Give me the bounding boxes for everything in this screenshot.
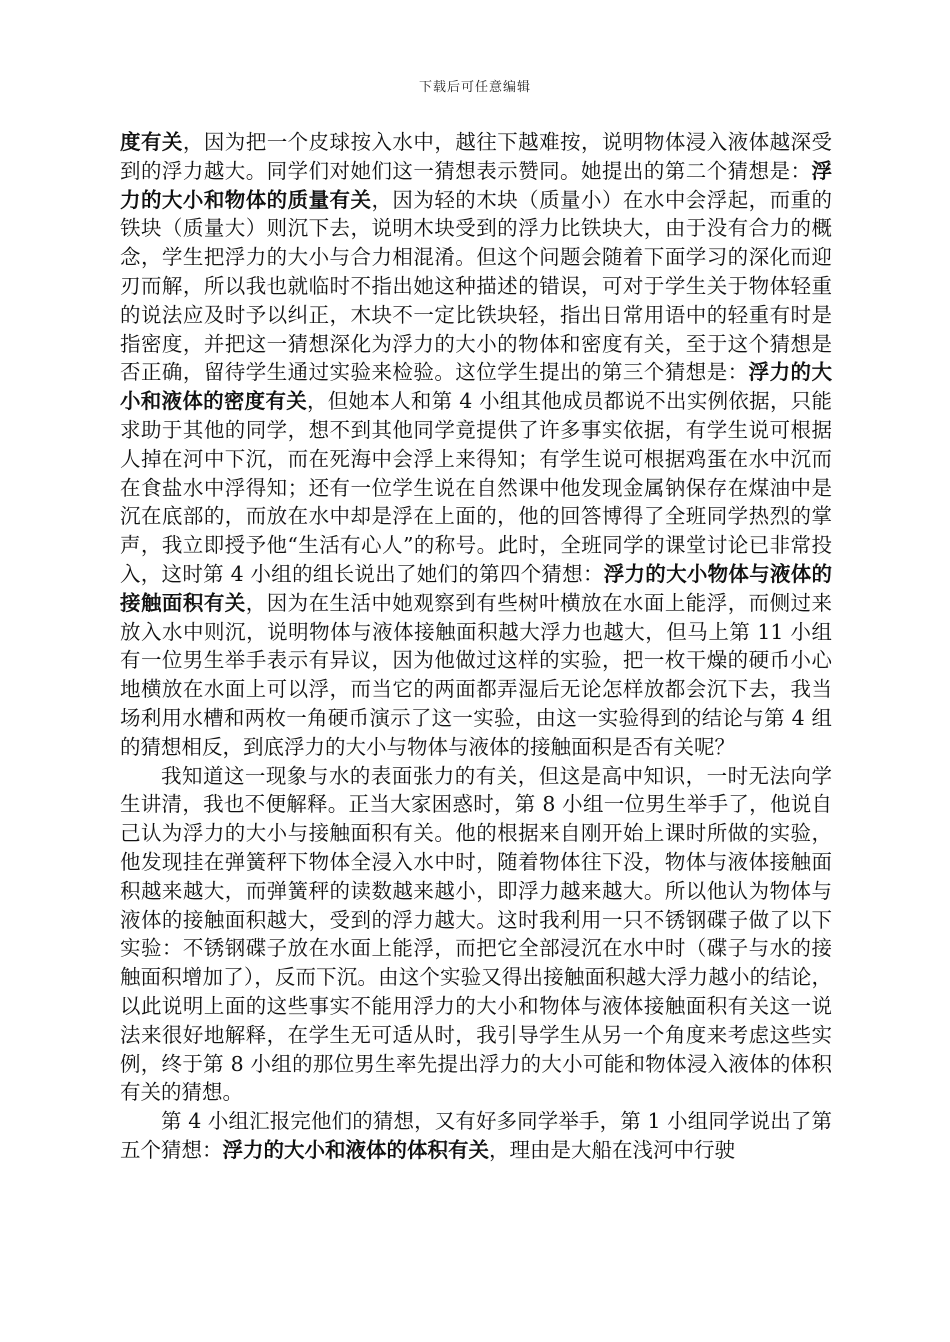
bold-hypothesis-text: 浮力的大小和物体的质量有关 (120, 158, 832, 212)
paragraph (120, 1107, 832, 1165)
paragraph (120, 128, 832, 762)
paragraph-text: 第 4 小组汇报完他们的猜想，又有好多同学举手，第 1 小组同学说出了第五个猜想： (120, 1109, 832, 1162)
paragraph (120, 762, 832, 1108)
page-header: 下载后可任意编辑 (418, 80, 531, 95)
paragraph-text: ，因为在生活中她观察到有些树叶横放在水面上能浮，而侧过来放入水中则沉，说明物体与液体接触面积越大浮力也越大，但马上第 11 小组有一位男生举手表示有异议，因为他做过这样的实验，把一枚干燥的硬币小心地横放在水面上可以浮，而当它的两面都弄湿后无论怎样放都会沉下去，我当场利用水槽和两枚一角硬币演示了这一实验，由这一实验得到的结论与第 4 组的猜想相反，到底浮力的大小与物体与液体的接触面积是否有关呢？ (120, 590, 833, 759)
bold-hypothesis-text: 浮力的大小和液体的体积有关 (222, 1137, 489, 1162)
paragraph-text: ，因为轻的木块（质量小）在水中会浮起，而重的铁块（质量大）则沉下去，说明木块受到的浮力比铁块大，由于没有合力的概念，学生把浮力的大小与合力相混淆。但这个问题会随着下面学习的深化而迎刃而解，所以我也就临时不指出她这种描述的错误，可对于学生关于物体轻重的说法应及时予以纠正，木块不一定比铁块轻，指出日常用语中的轻重有时是指密度，并把这一猜想深化为浮力的大小的物体和密度有关，至于这个猜想是否正确，留待学生通过实验来检验。这位学生提出的第三个猜想是： (120, 187, 833, 385)
document-body (120, 128, 832, 1165)
paragraph-text: ，理由是大船在浅河中行驶 (489, 1137, 735, 1162)
bold-hypothesis-text: 浮力的大小物体与液体的接触面积有关 (120, 561, 833, 615)
bold-hypothesis-text: 浮力的大小和液体的密度有关 (120, 360, 833, 414)
bold-hypothesis-text: 度有关 (120, 130, 183, 154)
paragraph-text: 我知道这一现象与水的表面张力的有关，但这是高中知识，一时无法向学生讲清，我也不便解释。正当大家困惑时，第 8 小组一位男生举手了，他说自己认为浮力的大小与接触面积有关。他的根据来自刚开始上课时所做的实验，他发现挂在弹簧秤下物体全浸入水中时，随着物体往下没，物体与液体接触面积越来越大，而弹簧秤的读数越来越小，即浮力越来越大。所以他认为物体与液体的接触面积越大，受到的浮力越大。这时我利用一只不锈钢碟子做了以下实验：不锈钢碟子放在水面上能浮，而把它全部浸沉在水中时（碟子与水的接触面积增加了），反而下沉。由这个实验又得出接触面积越大浮力越小的结论，以此说明上面的这些事实不能用浮力的大小和物体与液体接触面积有关这一说法来很好地解释，在学生无可适从时，我引导学生从另一个角度来考虑这些实例，终于第 8 小组的那位男生率先提出浮力的大小可能和物体浸入液体的体积有关的猜想。 (120, 763, 832, 1105)
paragraph-text: ，因为把一个皮球按入水中，越往下越难按，说明物体浸入液体越深受到的浮力越大。同学们对她们这一猜想表示赞同。她提出的第二个猜想是： (120, 130, 833, 183)
paragraph-text: ，但她本人和第 4 小组其他成员都说不出实例依据，只能求助于其他的同学，想不到其他同学竟提供了许多事实依据，有学生说可根据人掉在河中下沉，而在死海中会浮上来得知；有学生说可根据鸡蛋在水中沉而在食盐水中浮得知；还有一位学生说在自然课中他发现金属钠保存在煤油中是沉在底部的，而放在水中却是浮在上面的，他的回答博得了全班同学热烈的掌声，我立即授予他“生活有心人”的称号。此时，全班同学的课堂讨论已非常投入，这时第 4 小组的组长说出了她们的第四个猜想： (120, 389, 833, 586)
